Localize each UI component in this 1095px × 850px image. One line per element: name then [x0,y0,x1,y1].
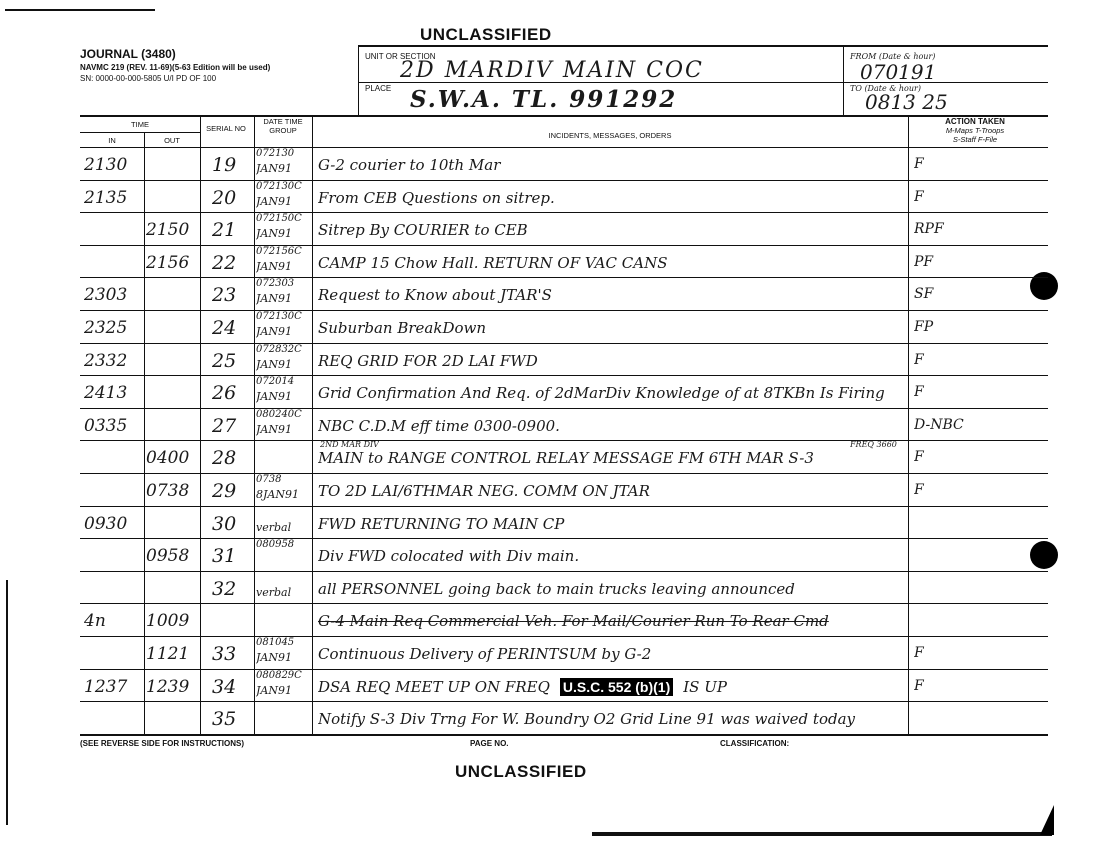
row-dtg-line1: 072303 [256,278,295,290]
row-incident-after: IS UP [683,677,727,696]
col-header-time: TIME [131,120,149,129]
row-rule [80,440,1048,441]
form-stock-number: SN: 0000-00-000-5805 U/I PD OF 100 [80,74,217,83]
row-time-in: 2303 [84,285,128,306]
row-rule [80,245,1048,246]
row-incident-main: Div FWD colocated with Div main. [318,547,580,566]
row-rule [80,310,1048,311]
row-incident-text [318,612,906,630]
row-dtg-line2: JAN91 [256,325,292,338]
row-incident-text [318,319,906,337]
row-dtg-line2: JAN91 [256,227,292,241]
unit-value: 2D MARDIV MAIN COC [400,58,704,83]
row-serial: 29 [212,480,237,502]
row-incident-text [318,286,906,304]
from-label: FROM (Date & hour) [850,52,936,61]
row-incident-text [318,384,906,402]
row-time-out: 0738 [146,481,190,501]
row-time-in: 4n [84,611,106,632]
row-rule [80,701,1048,702]
time-subheader-rule [80,132,200,133]
col-header-dtg: DATE TIME GROUP [263,117,303,135]
row-incident-text [318,189,906,207]
row-serial: 22 [212,251,237,274]
row-time-out: 1239 [146,676,190,697]
row-dtg-line1: 080240C [256,408,302,420]
row-dtg-line1: 080829C [256,669,302,681]
row-action: F [914,449,924,466]
row-incident-main: DSA REQ MEET UP ON FREQ [318,677,550,696]
place-value: S.W.A. TL. 991292 [410,86,678,113]
row-rule [80,212,1048,213]
row-incident-text [318,547,906,565]
row-action: F [914,188,924,205]
row-action: PF [914,253,934,270]
to-value: 0813 25 [865,90,948,114]
row-serial: 33 [212,643,237,665]
col-header-serial: SERIAL NO [206,124,246,133]
row-incident-text [318,221,906,239]
row-action: F [914,384,924,401]
scan-mark-left [6,580,8,825]
header-divider [843,45,844,115]
header-top-rule [358,45,1048,47]
row-dtg-line2: JAN91 [256,422,292,436]
row-time-out: 0958 [146,546,190,567]
row-serial: 28 [212,447,237,470]
row-dtg-line2: verbal [256,585,292,599]
row-dtg-line1: 072130 [256,148,295,159]
col-rule-out-serial [200,115,201,735]
row-action: SF [914,286,934,303]
footer-classification: CLASSIFICATION: [720,739,790,748]
row-incident-text [318,645,906,663]
row-dtg-line2: JAN91 [256,357,292,371]
row-dtg-line2: JAN91 [256,390,292,404]
row-dtg-line2: JAN91 [256,683,292,697]
row-dtg-line2: JAN91 [256,259,292,273]
row-rule [80,734,1048,735]
row-incident-main: NBC C.D.M eff time 0300-0900. [318,416,560,435]
header-left-rule [358,45,359,115]
row-time-out: 1009 [146,611,190,632]
row-time-out: 2156 [146,252,190,273]
row-dtg-line2: 8JAN91 [256,488,299,501]
row-serial: 25 [212,349,237,372]
scan-mark-bottom [592,832,1052,836]
row-dtg-line1: 072832C [256,343,302,355]
row-action: F [914,677,924,694]
col-rule-dtg-text [312,115,313,735]
row-incident-main: CAMP 15 Chow Hall. RETURN OF VAC CANS [318,253,668,272]
row-dtg-line1: 080958 [256,539,295,551]
row-serial: 23 [212,284,237,307]
row-time-in: 2325 [84,318,128,338]
table-top-rule [80,115,1048,117]
table-bottom-rule [80,735,1048,736]
row-incident-text [318,156,906,174]
row-incident-main: From CEB Questions on sitrep. [318,188,555,207]
place-label: PLACE [365,84,392,93]
row-time-in: 0335 [84,415,128,436]
table-header-rule [80,147,1048,148]
row-time-in: 2135 [84,187,128,208]
to-label: TO (Date & hour) [850,84,921,93]
row-action: D-NBC [914,416,964,433]
row-incident-main: FWD RETURNING TO MAIN CP [318,514,565,533]
row-incident-text [318,580,906,598]
footer-instructions: (SEE REVERSE SIDE FOR INSTRUCTIONS) [80,739,245,748]
row-incident-main: REQ GRID FOR 2D LAI FWD [318,351,538,370]
row-time-in: 2332 [84,350,128,371]
col-rule-text-action [908,115,909,735]
row-rule [80,636,1048,637]
row-serial: 26 [212,382,237,405]
row-action: F [914,482,924,498]
row-rule [80,277,1048,278]
row-serial: 30 [212,512,237,535]
row-time-in: 2413 [84,383,128,404]
form-edition: NAVMC 219 (REV. 11-69)(5-63 Edition will be used) [80,63,271,72]
row-incident-text [318,254,906,272]
row-rule [80,180,1048,181]
from-value: 070191 [860,60,937,84]
row-action: F [914,645,924,661]
row-dtg-line1: 0738 [256,474,282,485]
row-rule [80,343,1048,344]
row-incident-main: G-2 courier to 10th Mar [318,156,501,174]
row-incident-main: Notify S-3 Div Trng For W. Boundry O2 Grid Line 91 was waived today [318,710,856,729]
row-dtg-line1: 072130C [256,180,302,192]
row-incident-main: Continuous Delivery of PERINTSUM by G-2 [318,645,652,663]
row-serial: 24 [212,317,237,339]
row-action: F [914,351,924,368]
classification-top: UNCLASSIFIED [420,25,552,44]
row-rule [80,408,1048,409]
classification-bottom: UNCLASSIFIED [455,762,587,781]
unit-label: UNIT OR SECTION [365,52,436,61]
row-rule [80,375,1048,376]
row-incident-main: all PERSONNEL going back to main trucks leaving announced [318,579,795,598]
row-serial: 27 [212,414,237,437]
row-incident-text [318,449,906,467]
row-dtg-line2: verbal [256,520,292,534]
row-time-in: 0930 [84,513,128,534]
row-action: RPF [914,221,944,238]
row-dtg-line1: 072156C [256,245,302,257]
row-rule [80,473,1048,474]
col-rule-in-out [144,132,145,735]
row-incident-main: Request to Know about JTAR'S [318,286,552,305]
page-corner-fold [1040,805,1054,835]
col-header-out: OUT [164,136,180,145]
row-incident-main: Grid Confirmation And Req. of 2dMarDiv Knowledge of at 8TKBn Is Firing [318,384,885,403]
row-serial: 19 [212,154,237,176]
row-rule [80,603,1048,604]
row-incident-main: G-4 Main Req Commercial Veh. For Mail/Courier Run To Rear Cmd [318,612,829,631]
action-legend-1: M-Maps T-Troops [945,126,1005,135]
row-incident-main: MAIN to RANGE CONTROL RELAY MESSAGE FM 6TH MAR S-3 [318,449,814,468]
form-title: JOURNAL (3480) [80,47,176,61]
row-serial: 31 [212,545,237,568]
hole-punch-top [1030,272,1058,300]
row-incident-main: Suburban BreakDown [318,319,487,337]
row-incident-text [318,678,906,696]
row-incident-main: TO 2D LAI/6THMAR NEG. COMM ON JTAR [318,482,650,500]
row-serial: 34 [212,675,237,698]
row-serial: 35 [212,708,237,731]
row-time-out: 2150 [146,220,190,241]
row-rule [80,506,1048,507]
redaction-block: U.S.C. 552 (b)(1) [560,678,673,696]
row-incident-text [318,515,906,533]
row-incident-text [318,417,906,435]
col-header-action: ACTION TAKEN [945,117,1005,126]
footer-page-no: PAGE NO. [470,739,509,748]
scan-mark-top [5,9,155,11]
row-time-in: 2130 [84,155,128,175]
row-incident-text [318,482,906,500]
row-dtg-line2: JAN91 [256,162,292,175]
row-time-out: 1121 [146,644,190,664]
hole-punch-bottom [1030,541,1058,569]
row-time-in: 1237 [84,676,128,697]
row-note-right: FREQ 3660 [850,440,897,450]
row-incident-text [318,352,906,370]
row-dtg-line2: JAN91 [256,194,292,208]
row-dtg-line2: JAN91 [256,292,292,306]
row-serial: 32 [212,577,237,600]
row-serial: 20 [212,186,237,209]
col-header-incidents: INCIDENTS, MESSAGES, ORDERS [548,131,672,140]
col-rule-serial-dtg [254,115,255,735]
row-time-out: 0400 [146,448,190,469]
row-serial: 21 [212,219,237,242]
row-rule [80,538,1048,539]
row-dtg-line2: JAN91 [256,651,292,664]
row-dtg-line1: 072150C [256,213,302,225]
row-rule [80,669,1048,670]
col-header-in: IN [108,136,116,145]
row-dtg-line1: 081045 [256,637,295,648]
row-incident-text [318,710,906,728]
row-dtg-line1: 072130C [256,311,302,322]
action-legend-2: S-Staff F-File [952,135,998,144]
row-note-left: 2ND MAR DIV [320,440,379,450]
row-action: F [914,156,924,172]
row-dtg-line1: 072014 [256,376,295,388]
row-incident-main: Sitrep By COURIER to CEB [318,221,528,240]
row-action: FP [914,319,934,335]
row-rule [80,571,1048,572]
